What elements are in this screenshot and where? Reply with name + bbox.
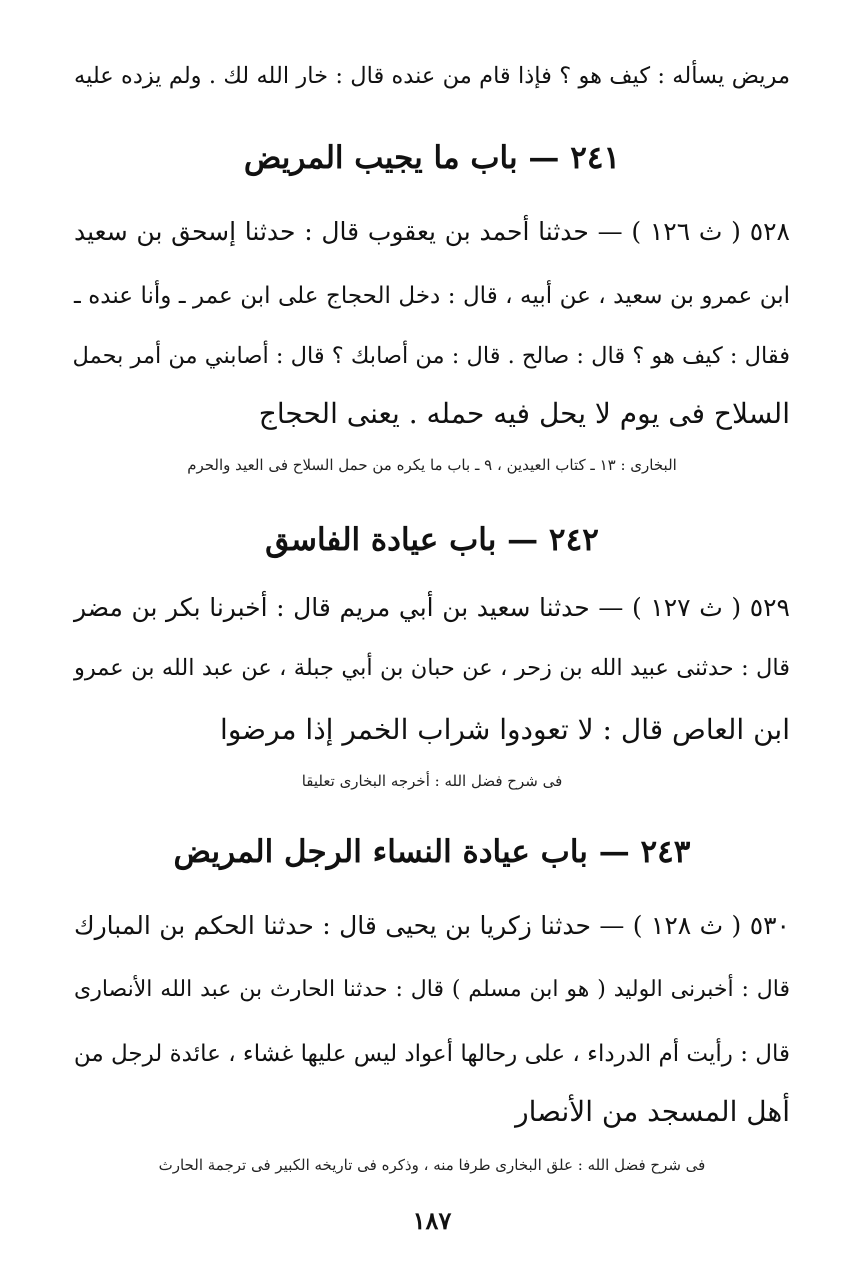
footnote-530: فى شرح فضل الله : علق البخارى طرفا منه ، وذكره فى تاريخه الكبير فى ترجمة الحارث (158, 1156, 706, 1174)
chapter-heading-241: ٢٤١ — باب ما يجيب المريض (243, 140, 621, 176)
page-number: ١٨٧ (412, 1206, 452, 1235)
hadith-530-line: قال : رأيت أم الدرداء ، على رحالها أعواد ليس عليها غشاء ، عائدة لرجل من (73, 1041, 790, 1067)
hadith-529-line: قال : حدثنى عبيد الله بن زحر ، عن حبان بن أبي جبلة ، عن عبد الله بن عمرو (74, 655, 790, 681)
hadith-528-line: ابن عمرو بن سعيد ، عن أبيه ، قال : دخل الحجاج على ابن عمر ـ وأنا عنده ـ (74, 283, 790, 309)
footnote-529: فى شرح فضل الله : أخرجه البخارى تعليقا (301, 772, 563, 790)
hadith-528-line: ٥٢٨ ( ث ١٢٦ ) — حدثنا أحمد بن يعقوب قال : حدثنا إسحق بن سعيد (74, 217, 790, 246)
footnote-528: البخارى : ١٣ ـ كتاب العيدين ، ٩ ـ باب ما يكره من حمل السلاح فى العيد والحرم (187, 456, 677, 474)
hadith-529-line: ابن العاص قال : لا تعودوا شراب الخمر إذا مرضوا (220, 713, 790, 746)
hadith-528-line: فقال : كيف هو ؟ قال : صالح . قال : من أصابك ؟ قال : أصابني من أمر بحمل (72, 343, 790, 369)
text-line: مريض يسأله : كيف هو ؟ فإذا قام من عنده قال : خار الله لك . ولم يزده عليه (74, 63, 790, 89)
hadith-529-line: ٥٢٩ ( ث ١٢٧ ) — حدثنا سعيد بن أبي مريم قال : أخبرنا بكر بن مضر (74, 593, 790, 622)
hadith-530-line: قال : أخبرنى الوليد ( هو ابن مسلم ) قال : حدثنا الحارث بن عبد الله الأنصارى (74, 977, 790, 1002)
hadith-530-line: ٥٣٠ ( ث ١٢٨ ) — حدثنا زكريا بن يحيى قال : حدثنا الحكم بن المبارك (74, 911, 790, 940)
hadith-530-line: أهل المسجد من الأنصار (515, 1095, 790, 1128)
chapter-heading-243: ٢٤٣ — باب عيادة النساء الرجل المريض (173, 834, 691, 870)
chapter-heading-242: ٢٤٢ — باب عيادة الفاسق (265, 522, 599, 558)
hadith-528-line: السلاح فى يوم لا يحل فيه حمله . يعنى الحجاج (258, 397, 790, 430)
